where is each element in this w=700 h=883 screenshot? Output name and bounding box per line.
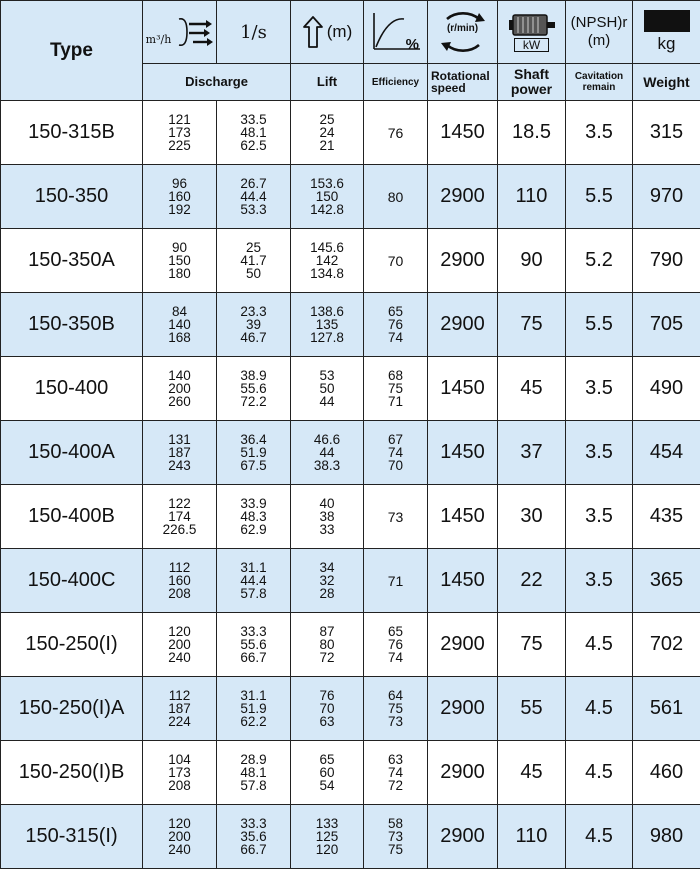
flow-m3h-cell-value: 160 [168, 189, 191, 204]
flow-ls-cell [217, 677, 291, 741]
flow-m3h-cell-value: 140 [168, 317, 191, 332]
efficiency-cell-value: 76 [387, 124, 404, 141]
efficiency-cell-value: 80 [387, 188, 404, 205]
lift-cell-value: 46.6 [313, 432, 341, 447]
flow-ls-cell-value: 66.7 [240, 650, 267, 665]
efficiency-cell-value: 75 [387, 701, 404, 716]
lift-cell-value: 53 [319, 368, 335, 383]
flow-arrows-icon [173, 15, 213, 49]
flow-m3h-cell [143, 357, 217, 421]
speed-cell: 2900 [428, 613, 498, 677]
power-cell: 45 [498, 741, 566, 805]
efficiency-cell [364, 101, 428, 165]
lift-cell-value: 120 [315, 842, 339, 857]
lift-cell [291, 613, 364, 677]
flow-m3h-cell-value: 200 [168, 829, 191, 844]
power-cell: 75 [498, 293, 566, 357]
weight-cell: 702 [633, 613, 700, 677]
weight-cell: 454 [633, 421, 700, 485]
flow-ls-cell-value: 44.4 [240, 189, 267, 204]
flow-ls-cell-value: 66.7 [240, 842, 267, 857]
speed-cell: 1450 [428, 101, 498, 165]
flow-m3h-cell-value: 192 [168, 202, 191, 217]
efficiency-cell [364, 293, 428, 357]
efficiency-cell-value: 64 [387, 688, 404, 703]
npsh-cell: 5.5 [566, 165, 633, 229]
flow-ls-cell-value: 33.3 [240, 816, 267, 831]
lift-cell [291, 165, 364, 229]
npsh-unit-line2: (m) [587, 32, 611, 49]
efficiency-cell-value: 65 [387, 304, 404, 319]
flow-m3h-cell-value: 240 [168, 842, 191, 857]
npsh-cell: 4.5 [566, 741, 633, 805]
power-cell: 45 [498, 357, 566, 421]
lift-cell-value: 133 [315, 816, 339, 831]
lift-cell-value: 28 [319, 586, 335, 601]
flow-ls-cell-value: 23.3 [240, 304, 267, 319]
flow-ls-cell [217, 485, 291, 549]
flow-m3h-cell [143, 549, 217, 613]
table-row [1, 485, 700, 549]
efficiency-cell [364, 613, 428, 677]
efficiency-cell-value: 73 [387, 714, 404, 729]
flow-ls-cell [217, 741, 291, 805]
flow-m3h-cell-value: 173 [168, 765, 191, 780]
efficiency-cell [364, 421, 428, 485]
lift-cell [291, 741, 364, 805]
flow-ls-cell-value: 62.9 [240, 522, 267, 537]
flow-ls-cell-value: 51.9 [240, 445, 267, 460]
type-cell: 150-400 [1, 357, 143, 421]
lift-cell [291, 677, 364, 741]
flow-ls-cell-value: 62.2 [240, 714, 267, 729]
flow-ls-cell-value: 62.5 [240, 138, 267, 153]
lift-cell-value: 135 [315, 317, 339, 332]
lift-cell-value: 44 [319, 445, 335, 460]
power-unit: kW [514, 38, 549, 52]
flow-ls-cell-value: 67.5 [240, 458, 267, 473]
flow-ls-cell-value: 55.6 [240, 381, 267, 396]
lift-cell-value: 50 [319, 381, 335, 396]
npsh-cell: 5.5 [566, 293, 633, 357]
lift-icon-header [291, 1, 364, 64]
flow-ls-cell-value: 48.1 [240, 765, 267, 780]
lift-cell-value: 153.6 [310, 176, 344, 191]
npsh-cell: 3.5 [566, 549, 633, 613]
type-cell: 150-400A [1, 421, 143, 485]
lift-cell [291, 421, 364, 485]
lift-cell-value: 63 [319, 714, 335, 729]
power-cell: 55 [498, 677, 566, 741]
efficiency-cell-value: 74 [387, 330, 404, 345]
npsh-cell: 3.5 [566, 421, 633, 485]
lift-cell-value: 38 [319, 509, 335, 524]
npsh-unit-line1: (NPSH)r [570, 14, 628, 31]
flow-ls-cell-value: 57.8 [240, 778, 267, 793]
flow-m3h-cell-value: 200 [168, 637, 191, 652]
power-header: Shaft power [498, 64, 566, 101]
efficiency-cell-value: 76 [387, 317, 404, 332]
flow-ls-cell-value: 39 [245, 317, 262, 332]
lift-cell-value: 32 [319, 573, 335, 588]
lift-cell-value: 24 [319, 125, 335, 140]
flow-m3h-cell-value: 173 [168, 125, 191, 140]
npsh-cell: 3.5 [566, 101, 633, 165]
npsh-cell: 4.5 [566, 677, 633, 741]
flow-m3h-cell [143, 293, 217, 357]
flow-m3h-cell-value: 225 [168, 138, 191, 153]
flow-m3h-cell-value: 150 [168, 253, 191, 268]
flow-ls-cell-value: 48.1 [240, 125, 267, 140]
lift-cell-value: 76 [319, 688, 335, 703]
efficiency-cell-value: 70 [387, 458, 404, 473]
up-arrow-icon [302, 15, 324, 49]
speed-cell: 2900 [428, 677, 498, 741]
efficiency-cell-value: 58 [387, 816, 404, 831]
flow-m3h-cell [143, 741, 217, 805]
efficiency-header: Efficiency [364, 64, 428, 101]
lift-cell-value: 125 [315, 829, 339, 844]
lift-cell-value: 72 [319, 650, 335, 665]
speed-header: Rotational speed [428, 64, 498, 101]
efficiency-cell [364, 741, 428, 805]
flow-ls-cell-value: 41.7 [240, 253, 267, 268]
weight-cell: 705 [633, 293, 700, 357]
flow-m3h-cell-value: 120 [168, 816, 191, 831]
type-cell: 150-250(I)A [1, 677, 143, 741]
npsh-cell: 3.5 [566, 485, 633, 549]
speed-cell: 1450 [428, 549, 498, 613]
npsh-cell: 5.2 [566, 229, 633, 293]
power-cell: 90 [498, 229, 566, 293]
lift-cell [291, 229, 364, 293]
flow-ls-cell [217, 101, 291, 165]
lift-cell-value: 142 [315, 253, 339, 268]
flow-ls-cell [217, 357, 291, 421]
efficiency-cell-value: 73 [387, 508, 404, 525]
flow-ls-cell-value: 31.1 [240, 560, 267, 575]
efficiency-cell-value: 72 [387, 778, 404, 793]
flow-ls-cell-value: 51.9 [240, 701, 267, 716]
flow-m3h-cell-value: 240 [168, 650, 191, 665]
efficiency-cell-value: 71 [387, 394, 404, 409]
efficiency-cell-value: 71 [387, 572, 404, 589]
flow-m3h-cell-value: 200 [168, 381, 191, 396]
flow-m3h-cell-value: 226.5 [162, 522, 197, 537]
flow-ls-cell [217, 613, 291, 677]
table-row [1, 805, 700, 869]
speed-cell: 2900 [428, 229, 498, 293]
efficiency-cell-value: 76 [387, 637, 404, 652]
flow-m3h-cell-value: 224 [168, 714, 191, 729]
lift-cell-value: 44 [319, 394, 335, 409]
flow-m3h-cell-value: 174 [168, 509, 191, 524]
flow-m3h-cell-value: 208 [168, 778, 191, 793]
flow-ls-cell-value: 53.3 [240, 202, 267, 217]
lift-cell-value: 138.6 [310, 304, 344, 319]
power-cell: 75 [498, 613, 566, 677]
table-row [1, 229, 700, 293]
type-cell: 150-350B [1, 293, 143, 357]
efficiency-cell [364, 165, 428, 229]
flow-ls-cell-value: 26.7 [240, 176, 267, 191]
flow-m3h-cell-value: 112 [168, 560, 191, 575]
efficiency-cell [364, 677, 428, 741]
weight-unit: kg [657, 34, 676, 53]
efficiency-cell-value: 67 [387, 432, 404, 447]
speed-cell: 2900 [428, 293, 498, 357]
flow-m3h-cell-value: 96 [171, 176, 188, 191]
header-icon-row [1, 1, 700, 64]
type-cell: 150-350 [1, 165, 143, 229]
weight-cell: 315 [633, 101, 700, 165]
lift-cell-value: 70 [319, 701, 335, 716]
speed-cell: 1450 [428, 357, 498, 421]
flow-m3h-cell-value: 122 [168, 496, 191, 511]
efficiency-cell [364, 805, 428, 869]
efficiency-cell-value: 75 [387, 842, 404, 857]
lift-cell [291, 485, 364, 549]
power-cell: 18.5 [498, 101, 566, 165]
table-row [1, 421, 700, 485]
lift-cell-value: 87 [319, 624, 335, 639]
weight-header: Weight [633, 64, 700, 101]
lift-cell [291, 357, 364, 421]
flow-m3h-cell [143, 485, 217, 549]
type-cell: 150-350A [1, 229, 143, 293]
table-row [1, 549, 700, 613]
weight-cell: 970 [633, 165, 700, 229]
power-cell: 30 [498, 485, 566, 549]
flow-ls-cell-value: 48.3 [240, 509, 267, 524]
efficiency-cell-value: 65 [387, 624, 404, 639]
efficiency-cell-value: 75 [387, 381, 404, 396]
flow-m3h-cell-value: 243 [168, 458, 191, 473]
lift-cell [291, 101, 364, 165]
weight-cell: 435 [633, 485, 700, 549]
lift-header: Lift [291, 64, 364, 101]
lift-cell-value: 21 [319, 138, 335, 153]
table-row [1, 613, 700, 677]
npsh-cell: 4.5 [566, 805, 633, 869]
flow-ls-cell [217, 549, 291, 613]
lift-cell [291, 549, 364, 613]
efficiency-cell-value: 70 [387, 252, 404, 269]
type-cell: 150-400C [1, 549, 143, 613]
lift-cell [291, 805, 364, 869]
weight-block-icon [644, 10, 690, 32]
flow-ls-cell [217, 421, 291, 485]
weight-cell: 490 [633, 357, 700, 421]
flow-m3h-cell-value: 160 [168, 573, 191, 588]
efficiency-cell-value: 63 [387, 752, 404, 767]
flow-ls-cell-value: 31.1 [240, 688, 267, 703]
flow-m3h-cell-value: 260 [168, 394, 191, 409]
npsh-cell: 3.5 [566, 357, 633, 421]
flow-m3h-cell-value: 90 [171, 240, 188, 255]
efficiency-cell [364, 485, 428, 549]
lift-cell-value: 25 [319, 112, 335, 127]
discharge-header: Discharge [143, 64, 291, 101]
efficiency-cell-value: 74 [387, 765, 404, 780]
flow-m3h-cell-value: 180 [168, 266, 191, 281]
flow-m3h-cell-value: 187 [168, 701, 191, 716]
power-cell: 110 [498, 805, 566, 869]
flow-m3h-cell-value: 84 [171, 304, 188, 319]
power-cell: 37 [498, 421, 566, 485]
flow-ls-cell-value: 38.9 [240, 368, 267, 383]
flow-m3h-cell-value: 121 [168, 112, 191, 127]
lift-cell-value: 150 [315, 189, 339, 204]
lift-cell-value: 38.3 [313, 458, 341, 473]
flow-m3h-header [143, 1, 217, 64]
flow-ls-header [217, 1, 291, 64]
table-row [1, 293, 700, 357]
speed-icon-header [428, 1, 498, 64]
lift-cell-value: 134.8 [310, 266, 344, 281]
flow-ls-cell-value: 50 [245, 266, 262, 281]
flow-m3h-cell-value: 187 [168, 445, 191, 460]
type-cell: 150-315B [1, 101, 143, 165]
power-cell: 110 [498, 165, 566, 229]
flow-m3h-cell-value: 112 [168, 688, 191, 703]
efficiency-icon-header [364, 1, 428, 64]
npsh-cell: 4.5 [566, 613, 633, 677]
lift-cell-value: 40 [319, 496, 335, 511]
power-cell: 22 [498, 549, 566, 613]
lift-cell-value: 80 [319, 637, 335, 652]
flow-m3h-cell-value: 104 [168, 752, 191, 767]
weight-cell: 980 [633, 805, 700, 869]
flow-m3h-cell [143, 677, 217, 741]
efficiency-cell-value: 68 [387, 368, 404, 383]
speed-cell: 1450 [428, 485, 498, 549]
flow-ls-cell [217, 293, 291, 357]
lift-unit: (m) [326, 22, 353, 41]
flow-m3h-cell [143, 165, 217, 229]
weight-cell: 790 [633, 229, 700, 293]
type-header: Type [1, 1, 143, 101]
flow-ls-cell-value: 25 [245, 240, 262, 255]
flow-m3h-cell-value: 120 [168, 624, 191, 639]
lift-cell-value: 54 [319, 778, 335, 793]
table-row [1, 677, 700, 741]
speed-cell: 2900 [428, 165, 498, 229]
flow-ls-cell-value: 36.4 [240, 432, 267, 447]
flow-ls-cell [217, 229, 291, 293]
flow-unit-m3h: m³/h [145, 32, 172, 46]
flow-m3h-cell-value: 131 [168, 432, 191, 447]
flow-ls-cell [217, 165, 291, 229]
lift-cell-value: 145.6 [310, 240, 344, 255]
weight-cell: 561 [633, 677, 700, 741]
flow-ls-cell [217, 805, 291, 869]
type-cell: 150-250(I)B [1, 741, 143, 805]
table-row [1, 741, 700, 805]
flow-m3h-cell-value: 208 [168, 586, 191, 601]
type-cell: 150-315(I) [1, 805, 143, 869]
flow-m3h-cell [143, 421, 217, 485]
efficiency-unit: % [405, 36, 419, 53]
cavitation-header: Cavitation remain [566, 64, 633, 101]
flow-m3h-cell-value: 168 [168, 330, 191, 345]
type-cell: 150-400B [1, 485, 143, 549]
lift-cell-value: 34 [319, 560, 335, 575]
flow-ls-cell-value: 44.4 [240, 573, 267, 588]
speed-cell: 1450 [428, 421, 498, 485]
flow-ls-cell-value: 72.2 [240, 394, 267, 409]
table-row [1, 101, 700, 165]
lift-cell-value: 127.8 [310, 330, 344, 345]
flow-m3h-cell [143, 229, 217, 293]
lift-cell [291, 293, 364, 357]
flow-m3h-cell [143, 613, 217, 677]
flow-ls-cell-value: 28.9 [240, 752, 267, 767]
flow-ls-cell-value: 46.7 [240, 330, 267, 345]
lift-cell-value: 65 [319, 752, 335, 767]
weight-cell: 460 [633, 741, 700, 805]
efficiency-cell [364, 357, 428, 421]
efficiency-cell-value: 74 [387, 650, 404, 665]
npsh-header [566, 1, 633, 64]
speed-unit: (r/min) [446, 23, 479, 34]
spec-table-body [1, 101, 700, 869]
power-icon-header [498, 1, 566, 64]
lift-cell-value: 142.8 [310, 202, 344, 217]
flow-ls-cell-value: 33.3 [240, 624, 267, 639]
flow-m3h-cell [143, 101, 217, 165]
flow-m3h-cell-value: 140 [168, 368, 191, 383]
efficiency-cell [364, 549, 428, 613]
weight-cell: 365 [633, 549, 700, 613]
flow-ls-cell-value: 33.9 [240, 496, 267, 511]
lift-cell-value: 33 [319, 522, 335, 537]
flow-ls-cell-value: 33.5 [240, 112, 267, 127]
flow-ls-cell-value: 55.6 [240, 637, 267, 652]
speed-cell: 2900 [428, 741, 498, 805]
speed-cell: 2900 [428, 805, 498, 869]
flow-ls-cell-value: 35.6 [240, 829, 267, 844]
flow-unit-ls: 1/s [240, 21, 267, 43]
table-row [1, 357, 700, 421]
table-row [1, 165, 700, 229]
weight-icon-header [633, 1, 700, 64]
lift-cell-value: 60 [319, 765, 335, 780]
motor-icon [507, 12, 557, 38]
efficiency-cell-value: 73 [387, 829, 404, 844]
efficiency-cell-value: 74 [387, 445, 404, 460]
flow-m3h-cell [143, 805, 217, 869]
efficiency-cell [364, 229, 428, 293]
flow-ls-cell-value: 57.8 [240, 586, 267, 601]
type-cell: 150-250(I) [1, 613, 143, 677]
